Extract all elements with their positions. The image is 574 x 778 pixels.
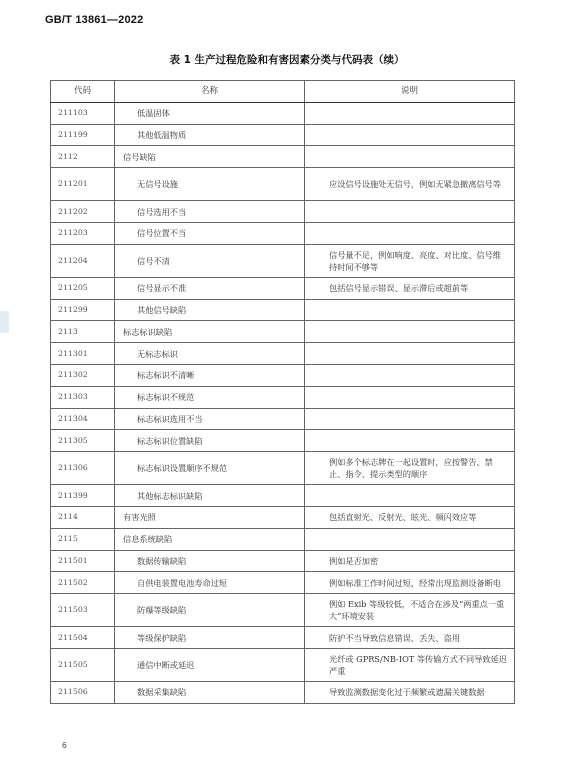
- row-code: 211399: [51, 485, 115, 507]
- row-description: 例如是否加密: [305, 550, 515, 572]
- row-name: 标志标识不清晰: [115, 364, 305, 386]
- row-code: 211506: [51, 681, 115, 703]
- row-name: 防爆等级缺陷: [115, 594, 305, 627]
- row-code: 211503: [51, 594, 115, 627]
- row-name: 标志标识不规范: [115, 386, 305, 408]
- row-description: [305, 201, 515, 223]
- row-code: 2112: [51, 146, 115, 168]
- row-name: 信号不清: [115, 244, 305, 277]
- row-description: [305, 299, 515, 321]
- row-description: [305, 343, 515, 365]
- table-row: [51, 201, 515, 223]
- table-row: [51, 343, 515, 365]
- table-row: [51, 485, 515, 507]
- row-code: 211203: [51, 222, 115, 244]
- table-row: [51, 430, 515, 452]
- row-code: 211305: [51, 430, 115, 452]
- row-description: [305, 124, 515, 146]
- row-name: 标志标识选用不当: [115, 408, 305, 430]
- row-code: 211505: [51, 648, 115, 681]
- table-row: [51, 124, 515, 146]
- table-row: [51, 102, 515, 124]
- row-name: 信号显示不准: [115, 277, 305, 299]
- page-number: 6: [62, 740, 67, 750]
- row-name: 数据传输缺陷: [115, 550, 305, 572]
- row-description: [305, 386, 515, 408]
- row-description: [305, 102, 515, 124]
- row-code: 211103: [51, 102, 115, 124]
- table-row: [51, 572, 515, 594]
- table-body: [51, 102, 515, 703]
- row-description: 信号量不足，例如响度、亮度、对比度、信号维持时间不够等: [305, 244, 515, 277]
- row-description: 应设信号设施处无信号，例如无紧急撤离信号等: [305, 168, 515, 201]
- row-name: 低温固体: [115, 102, 305, 124]
- row-description: [305, 321, 515, 343]
- table-row: [51, 408, 515, 430]
- standard-header: GB/T 13861—2022: [45, 14, 144, 26]
- row-name: 信号选用不当: [115, 201, 305, 223]
- row-description: 包括信号显示错误、显示滞后或超前等: [305, 277, 515, 299]
- row-code: 211205: [51, 277, 115, 299]
- table-row: [51, 627, 515, 649]
- row-name: 通信中断或延迟: [115, 648, 305, 681]
- row-name: 信号位置不当: [115, 222, 305, 244]
- row-code: 211201: [51, 168, 115, 201]
- table-row: [51, 168, 515, 201]
- column-header-desc: 说明: [305, 81, 515, 103]
- table-row: [51, 146, 515, 168]
- row-code: 211504: [51, 627, 115, 649]
- table-row: [51, 550, 515, 572]
- row-name: 等级保护缺陷: [115, 627, 305, 649]
- row-code: 211303: [51, 386, 115, 408]
- table-row: [51, 594, 515, 627]
- row-description: 导致监测数据变化过于频繁或遗漏关键数据: [305, 681, 515, 703]
- row-name: 信息系统缺陷: [115, 528, 305, 550]
- row-description: [305, 528, 515, 550]
- table-row: [51, 528, 515, 550]
- row-name: 自供电装置电池寿命过短: [115, 572, 305, 594]
- row-description: 包括直射光、反射光、眩光、频闪效应等: [305, 506, 515, 528]
- table-header-row: [51, 81, 515, 103]
- row-code: 211501: [51, 550, 115, 572]
- row-name: 数据采集缺陷: [115, 681, 305, 703]
- row-code: 211199: [51, 124, 115, 146]
- row-code: 211299: [51, 299, 115, 321]
- row-name: 其他标志标识缺陷: [115, 485, 305, 507]
- side-tab-marker: [0, 311, 9, 333]
- row-name: 其他低温物质: [115, 124, 305, 146]
- table-row: [51, 277, 515, 299]
- row-code: 211304: [51, 408, 115, 430]
- row-name: 无标志标识: [115, 343, 305, 365]
- table-row: [51, 452, 515, 485]
- row-description: 光纤或 GPRS/NB-IOT 等传输方式不同导致延迟严重: [305, 648, 515, 681]
- table-row: [51, 648, 515, 681]
- column-header-name: 名称: [115, 81, 305, 103]
- row-description: [305, 146, 515, 168]
- table-row: [51, 222, 515, 244]
- table-row: [51, 244, 515, 277]
- table-row: [51, 321, 515, 343]
- row-code: 211502: [51, 572, 115, 594]
- row-name: 有害光照: [115, 506, 305, 528]
- row-code: 211302: [51, 364, 115, 386]
- row-description: [305, 430, 515, 452]
- row-name: 其他信号缺陷: [115, 299, 305, 321]
- row-code: 211202: [51, 201, 115, 223]
- row-code: 211204: [51, 244, 115, 277]
- row-name: 标志标识缺陷: [115, 321, 305, 343]
- row-code: 2114: [51, 506, 115, 528]
- column-header-code: 代码: [51, 81, 115, 103]
- row-code: 211306: [51, 452, 115, 485]
- row-code: 2115: [51, 528, 115, 550]
- row-code: 2113: [51, 321, 115, 343]
- row-description: [305, 408, 515, 430]
- row-code: 211301: [51, 343, 115, 365]
- table-row: [51, 386, 515, 408]
- row-description: [305, 364, 515, 386]
- row-description: 例如标准工作时间过短，经常出现监测设备断电: [305, 572, 515, 594]
- row-description: [305, 485, 515, 507]
- table-row: [51, 506, 515, 528]
- table-row: [51, 364, 515, 386]
- row-name: 标志标识设置顺序不规范: [115, 452, 305, 485]
- row-description: 防护不当导致信息错误、丢失、盗用: [305, 627, 515, 649]
- row-description: 例如 Exib 等级较低，不适合在涉及“两重点一重大”环境安装: [305, 594, 515, 627]
- table-row: [51, 681, 515, 703]
- row-name: 标志标识位置缺陷: [115, 430, 305, 452]
- row-description: 例如多个标志牌在一起设置时，应按警告、禁止、指令、提示类型的顺序: [305, 452, 515, 485]
- table-caption: 表 1 生产过程危险和有害因素分类与代码表（续）: [169, 54, 405, 66]
- row-name: 信号缺陷: [115, 146, 305, 168]
- hazard-code-table: [50, 80, 515, 704]
- row-name: 无信号设施: [115, 168, 305, 201]
- table-row: [51, 299, 515, 321]
- row-description: [305, 222, 515, 244]
